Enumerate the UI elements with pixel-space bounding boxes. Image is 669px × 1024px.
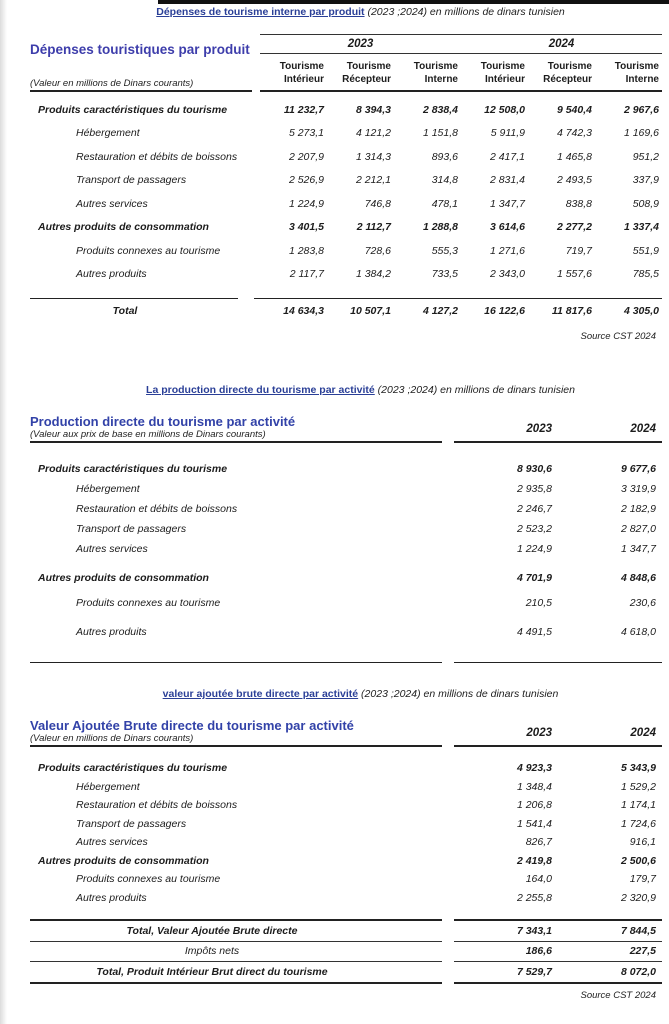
section-valeur-ajoutee (0, 688, 669, 1001)
row-value: 2 255,8 (516, 891, 552, 904)
table-row (30, 539, 662, 559)
table-row (30, 192, 662, 216)
table-subtitle: (Valeur aux prix de base en millions de Dinars courants) (30, 429, 266, 440)
table-row (30, 122, 662, 146)
row-label: Autres produits de consommation (38, 572, 209, 584)
row-value: 4 701,9 (516, 572, 552, 584)
section-heading-link[interactable]: valeur ajoutée brute directe par activité (162, 688, 359, 700)
table-row (30, 479, 662, 499)
totals-block (30, 919, 662, 984)
table-row (30, 778, 662, 797)
table-subtitle: (Valeur en millions de Dinars courants) (30, 78, 194, 89)
table-title: Production directe du tourisme par activité (30, 414, 296, 429)
row-value: 838,8 (565, 197, 592, 210)
row-value: 164,0 (525, 873, 552, 886)
table-row (30, 759, 662, 778)
row-value: 478,1 (431, 197, 458, 210)
row-value: 5 343,9 (620, 762, 656, 775)
row-value: 5 911,9 (490, 127, 525, 140)
row-value: 1 347,7 (620, 543, 656, 555)
row-value: 916,1 (629, 836, 656, 849)
total-value: 7 343,1 (516, 924, 552, 937)
col-header: Tourisme Récepteur (543, 61, 592, 85)
row-value: 8 930,6 (516, 463, 552, 475)
year-col-2023: 2023 (526, 727, 552, 739)
table-row (30, 815, 662, 834)
source-note: Source CST 2024 (580, 989, 656, 1001)
row-value: 1 169,6 (623, 127, 659, 140)
section-heading-suffix: (2023 ;2024) en millions de dinars tunisien (364, 6, 565, 18)
row-value: 2 417,1 (489, 150, 525, 163)
row-value: 4 618,0 (620, 625, 656, 638)
row-label: Hébergement (76, 780, 140, 793)
row-value: 1 348,4 (516, 780, 552, 793)
totals-rule (30, 941, 662, 942)
table-body (30, 759, 662, 907)
total-value: 16 122,6 (484, 305, 525, 317)
table-row (30, 796, 662, 815)
table-row (30, 216, 662, 240)
row-value: 1 271,6 (489, 244, 525, 257)
row-value: 2 493,5 (556, 174, 592, 187)
total-value: 11 817,6 (551, 305, 592, 317)
total-value: 4 305,0 (623, 305, 659, 317)
section-heading-suffix: (2023 ;2024) en millions de dinars tunisien (374, 384, 575, 396)
row-value: 2 112,7 (356, 221, 391, 234)
row-value: 2 117,7 (289, 268, 324, 281)
row-value: 1 724,6 (620, 817, 656, 830)
table-row (30, 588, 662, 617)
total-value: 14 634,3 (283, 305, 324, 317)
row-value: 733,5 (431, 268, 458, 281)
total-label: Total, Produit Intérieur Brut direct du tourisme (96, 965, 328, 978)
row-value: 1 347,7 (489, 197, 525, 210)
table-row (30, 459, 662, 479)
row-value: 1 529,2 (620, 780, 656, 793)
row-value: 728,6 (364, 244, 391, 257)
table-subtitle: (Valeur en millions de Dinars courants) (30, 733, 194, 744)
total-value: 4 127,2 (422, 305, 458, 317)
row-value: 230,6 (629, 596, 656, 609)
table-row (30, 499, 662, 519)
table-row (30, 239, 662, 263)
row-value: 1 557,6 (556, 268, 592, 281)
table-row (30, 833, 662, 852)
row-value: 1 283,8 (288, 244, 324, 257)
totals-rule (30, 919, 662, 921)
row-label: Restauration et débits de boissons (76, 150, 238, 163)
row-value: 1 337,4 (623, 221, 659, 234)
table-row (30, 169, 662, 193)
row-value: 508,9 (632, 197, 659, 210)
row-label: Autres services (76, 543, 148, 555)
total-value: 8 072,0 (620, 965, 656, 978)
row-value: 2 967,6 (623, 103, 659, 116)
section-heading-suffix: (2023 ;2024) en millions de dinars tunisien (358, 688, 559, 700)
row-value: 314,8 (431, 174, 458, 187)
table-header-label-block (30, 414, 442, 443)
row-value: 826,7 (525, 836, 552, 849)
year-col-2024: 2024 (630, 727, 656, 739)
row-label: Transport de passagers (76, 523, 187, 535)
table-bottom-rule (30, 662, 662, 663)
row-value: 11 232,7 (283, 103, 324, 116)
section-heading (0, 688, 669, 700)
row-value: 2 935,8 (516, 483, 552, 495)
table-row (30, 870, 662, 889)
row-value: 1 314,3 (355, 150, 391, 163)
table-header-label-block (30, 34, 252, 92)
row-value: 5 273,1 (288, 127, 324, 140)
col-header: Tourisme Intérieur (279, 61, 324, 85)
row-value: 4 848,6 (620, 572, 656, 584)
row-label: Produits caractéristiques du tourisme (38, 463, 228, 475)
row-value: 4 491,5 (516, 625, 552, 638)
section-heading-link[interactable]: Dépenses de tourisme interne par produit (156, 6, 365, 18)
row-value: 2 831,4 (489, 174, 525, 187)
row-label: Autres produits (76, 625, 147, 638)
row-value: 746,8 (364, 197, 391, 210)
total-value: 7 844,5 (620, 924, 656, 937)
total-value: 227,5 (629, 945, 656, 958)
row-value: 179,7 (629, 873, 656, 886)
table-row (30, 98, 662, 122)
row-value: 1 206,8 (516, 799, 552, 812)
total-separator (30, 298, 662, 299)
row-value: 1 541,4 (516, 817, 552, 830)
table-production-directe (30, 414, 662, 663)
table-header (30, 718, 662, 747)
col-header: Tourisme Intérieur (480, 61, 525, 85)
row-value: 2 526,9 (288, 174, 324, 187)
row-value: 2 419,8 (516, 854, 552, 867)
table-depenses-touristiques (30, 34, 662, 342)
row-value: 1 224,9 (516, 543, 552, 555)
row-value: 1 151,8 (422, 127, 458, 140)
total-label: Total (112, 305, 138, 317)
table-row (30, 145, 662, 169)
section-heading-link[interactable]: La production directe du tourisme par activité (146, 384, 375, 396)
row-value: 555,3 (431, 244, 458, 257)
col-header: Tourisme Interne (413, 61, 458, 85)
row-value: 8 394,3 (355, 103, 391, 116)
row-value: 9 540,4 (556, 103, 592, 116)
row-value: 3 319,9 (620, 483, 656, 495)
row-value: 337,9 (632, 174, 659, 187)
row-value: 785,5 (632, 268, 659, 281)
row-label: Hébergement (76, 483, 140, 495)
section-heading (0, 6, 669, 18)
row-label: Restauration et débits de boissons (76, 503, 238, 515)
row-value: 951,2 (632, 150, 659, 163)
row-value: 3 614,6 (489, 221, 525, 234)
total-label: Total, Valeur Ajoutée Brute directe (126, 924, 298, 937)
col-header: Tourisme Récepteur (342, 61, 391, 85)
row-value: 2 320,9 (620, 891, 656, 904)
total-label: Impôts nets (184, 945, 240, 958)
row-value: 4 121,2 (355, 127, 391, 140)
row-value: 2 838,4 (422, 103, 458, 116)
row-label: Produits caractéristiques du tourisme (38, 103, 228, 116)
top-border-rule (158, 0, 669, 4)
row-value: 9 677,6 (620, 463, 656, 475)
total-value: 10 507,1 (350, 305, 391, 317)
row-label: Produits connexes au tourisme (76, 244, 221, 257)
row-value: 551,9 (632, 244, 659, 257)
year-group-2023: 2023 (347, 38, 374, 50)
row-value: 12 508,0 (484, 103, 525, 116)
row-value: 1 465,8 (556, 150, 592, 163)
year-group-2024: 2024 (548, 38, 575, 50)
row-value: 2 500,6 (620, 854, 656, 867)
table-valeur-ajoutee (30, 718, 662, 1001)
row-label: Autres produits de consommation (38, 221, 209, 234)
section-heading (0, 384, 669, 396)
table-row (30, 617, 662, 646)
row-value: 2 246,7 (516, 503, 552, 515)
source-note: Source CST 2024 (580, 331, 656, 342)
table-header-label-block (30, 718, 442, 747)
row-value: 2 277,2 (556, 221, 592, 234)
table-row (30, 568, 662, 588)
table-header (30, 34, 662, 92)
year-col-2023: 2023 (526, 423, 552, 435)
col-header: Tourisme Interne (614, 61, 659, 85)
total-row-impots (30, 942, 662, 962)
total-row-pib (30, 962, 662, 982)
row-label: Autres services (76, 836, 148, 849)
table-header-columns (454, 727, 662, 747)
total-value: 7 529,7 (516, 965, 552, 978)
totals-rule (30, 961, 662, 962)
row-value: 719,7 (565, 244, 592, 257)
row-label: Autres produits de consommation (38, 854, 209, 867)
table-header (30, 414, 662, 443)
table-row (30, 889, 662, 908)
table-body (30, 98, 662, 286)
table-row (30, 263, 662, 287)
row-label: Produits caractéristiques du tourisme (38, 762, 228, 775)
section-production (0, 384, 669, 663)
year-col-2024: 2024 (630, 423, 656, 435)
table-header-columns (454, 423, 662, 443)
section-depenses (0, 6, 669, 342)
total-row-vab (30, 921, 662, 941)
row-value: 1 174,1 (620, 799, 656, 812)
row-value: 2 343,0 (489, 268, 525, 281)
row-value: 2 207,9 (288, 150, 324, 163)
table-row (30, 519, 662, 539)
total-value: 186,6 (525, 945, 552, 958)
table-body (30, 459, 662, 646)
row-label: Produits connexes au tourisme (76, 596, 221, 609)
row-label: Autres services (76, 197, 148, 210)
row-label: Autres produits (76, 268, 147, 281)
row-value: 2 212,1 (355, 174, 391, 187)
row-value: 3 401,5 (288, 221, 324, 234)
row-label: Restauration et débits de boissons (76, 799, 238, 812)
row-value: 893,6 (431, 150, 458, 163)
row-value: 2 827,0 (620, 523, 656, 535)
total-row (30, 299, 662, 317)
table-row (30, 852, 662, 871)
table-header-columns (260, 34, 662, 92)
row-value: 2 523,2 (516, 523, 552, 535)
row-label: Autres produits (76, 891, 147, 904)
row-label: Transport de passagers (76, 174, 187, 187)
table-title: Dépenses touristiques par produit (30, 42, 250, 57)
row-value: 1 224,9 (288, 197, 324, 210)
row-value: 4 923,3 (516, 762, 552, 775)
table-title: Valeur Ajoutée Brute directe du tourisme par activité (30, 718, 354, 733)
row-label: Transport de passagers (76, 817, 187, 830)
row-value: 210,5 (525, 596, 552, 609)
totals-rule (30, 982, 662, 984)
row-label: Hébergement (76, 127, 140, 140)
row-value: 4 742,3 (556, 127, 592, 140)
column-headers (260, 54, 662, 90)
row-value: 1 288,8 (422, 221, 458, 234)
year-group-row (260, 34, 662, 54)
row-value: 1 384,2 (355, 268, 391, 281)
row-value: 2 182,9 (620, 503, 656, 515)
row-label: Produits connexes au tourisme (76, 873, 221, 886)
